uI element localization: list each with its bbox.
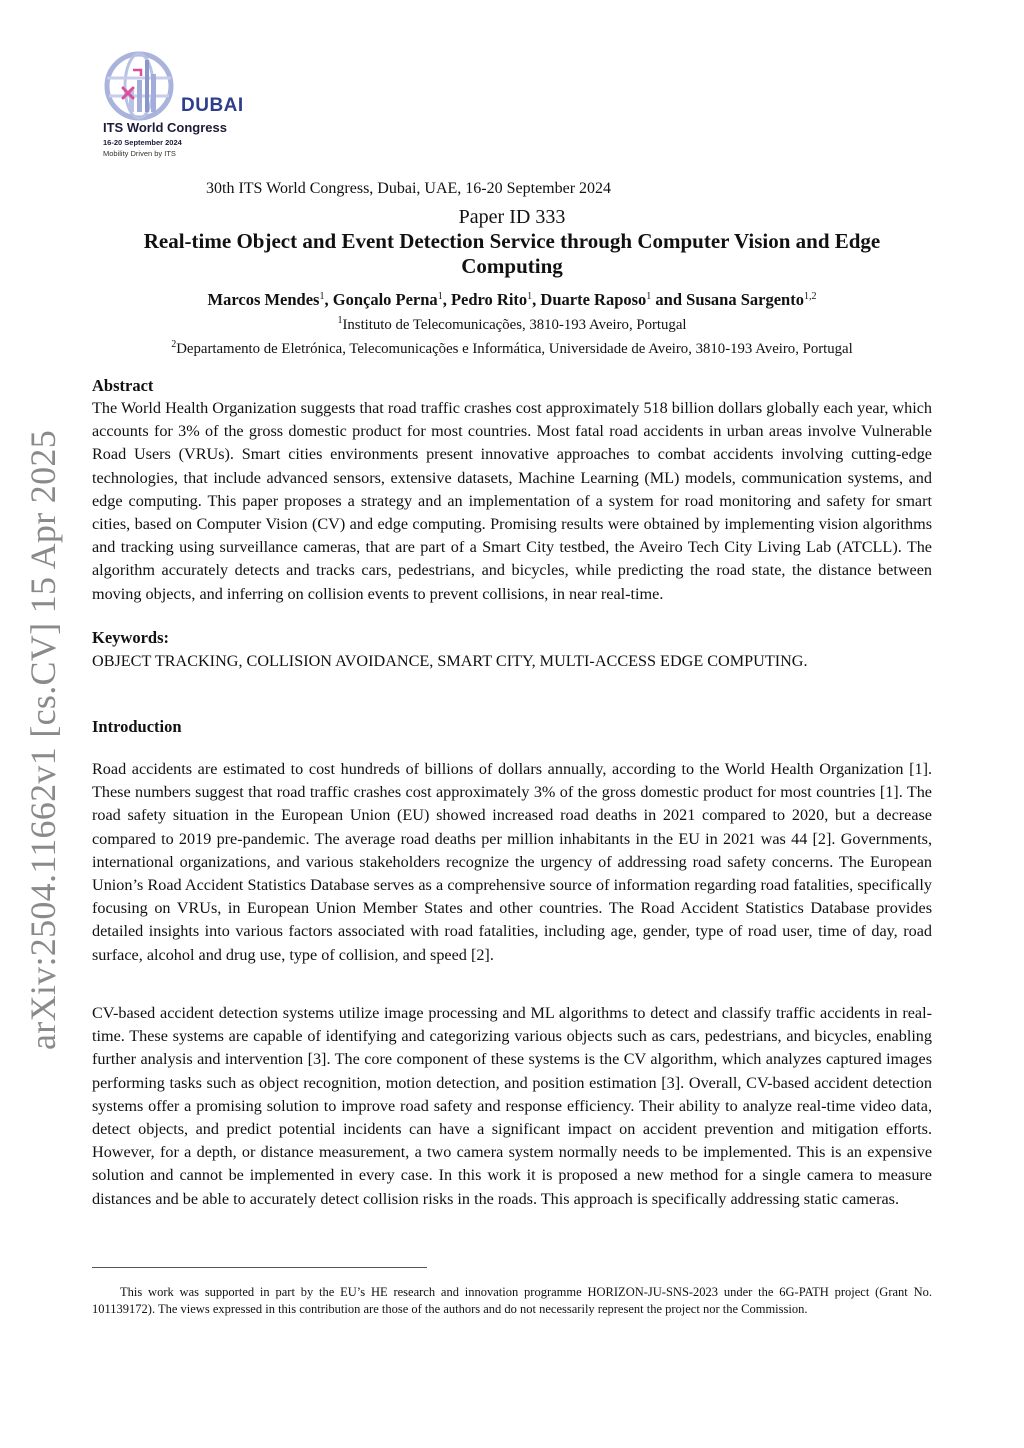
- abstract-body: The World Health Organization suggests that road traffic crashes cost approximately 518 billion dollars globally each year, which accounts for 3% of the gross domestic product for most countries. Most fatal road accidents in urban areas involve Vulnerable Road Users (VRUs). Smart cities environments present innovative approaches to combat accidents involving cutting-edge technologies, that include advanced sensors, extensive datasets, Machine Learning (ML) models, communication systems, and edge computing. This paper proposes a strategy and an implementation of a system for road monitoring and safety for smart cities, based on Computer Vision (CV) and edge computing. Promising results were obtained by implementing vision algorithms and tracking using surveillance cameras, that are part of a Smart City testbed, the Aveiro Tech City Living Lab (ATCLL). The algorithm accurately detects and tracks cars, pedestrians, and bicycles, while predicting the road state, the distance between moving objects, and inferring on collision events to prevent collisions, in near real-time.: [92, 399, 932, 603]
- author-name: Pedro Rito: [450, 290, 528, 309]
- affiliation-number: 1: [337, 315, 343, 326]
- affiliation-1: [0, 317, 1024, 334]
- congress-logo: [103, 50, 273, 162]
- conference-line: 30th ITS World Congress, Dubai, UAE, 16-20 September 2024: [206, 180, 612, 197]
- author-list: [0, 290, 1024, 310]
- author-name: Susana Sargento: [686, 290, 804, 309]
- author-separator: ,: [442, 290, 451, 309]
- author-name: Gonçalo Perna: [332, 290, 438, 309]
- author-name: Marcos Mendes: [207, 290, 320, 309]
- logo-event: ITS World Congress: [103, 120, 227, 135]
- logo-city: DUBAI: [181, 95, 244, 116]
- logo-tagline: Mobility Driven by ITS: [103, 149, 176, 158]
- author-affiliation-mark: 1: [319, 291, 325, 302]
- introduction-heading: Introduction: [92, 717, 182, 736]
- logo-dates: 16-20 September 2024: [103, 138, 182, 147]
- affiliation-number: 2: [171, 339, 177, 350]
- funding-footnote: This work was supported in part by the EU’s HE research and innovation programme HORIZON-JU-SNS-2023 under the 6G-PATH project (Grant No. 101139172). The views expressed in this contribution are those of the authors and do not necessarily represent the project nor the Commission.: [92, 1284, 932, 1316]
- paper-id: Paper ID 333: [458, 206, 566, 228]
- paper-title: Real-time Object and Event Detection Service through Computer Vision and Edge Computing: [143, 229, 881, 278]
- author-affiliation-mark: 1,2: [803, 291, 817, 302]
- arxiv-stamp: arXiv:2504.11662v1 [cs.CV] 15 Apr 2025: [23, 429, 63, 1050]
- globe-logo-icon: [103, 50, 183, 122]
- author-affiliation-mark: 1: [437, 291, 443, 302]
- author-affiliation-mark: 1: [527, 291, 533, 302]
- affiliation-text: Instituto de Telecomunicações, 3810-193 Aveiro, Portugal: [342, 317, 687, 333]
- author-separator: ,: [532, 290, 541, 309]
- author-name: Duarte Raposo: [540, 290, 647, 309]
- author-affiliation-mark: 1: [646, 291, 652, 302]
- author-separator: ,: [324, 290, 333, 309]
- introduction-paragraph: Road accidents are estimated to cost hundreds of billions of dollars annually, according to the World Health Organization [1]. These numbers suggest that road traffic crashes cost approximately 3% of the gross domestic product for most countries [1]. The road safety situation in the European Union (EU) showed increased road deaths in 2021 compared to 2020, but a decrease compared to 2019 pre-pandemic. The average road deaths per million inhabitants in the EU in 2021 was 44 [2]. Governments, international organizations, and various stakeholders recognize the urgency of addressing road safety concerns. The European Union’s Road Accident Statistics Database serves as a comprehensive source of information regarding road fatalities, specifically focusing on VRUs, in European Union Member States and other countries. The Road Accident Statistics Database provides detailed insights into various factors associated with road fatalities, including age, gender, type of road user, time of day, road surface, alcohol and drug use, type of collision, and speed [2].: [92, 760, 932, 964]
- keywords-body: OBJECT TRACKING, COLLISION AVOIDANCE, SMART CITY, MULTI-ACCESS EDGE COMPUTING.: [92, 652, 808, 670]
- introduction-paragraph: CV-based accident detection systems utilize image processing and ML algorithms to detect and classify traffic accidents in real-time. These systems are capable of identifying and categorizing various objects such as cars, pedestrians, and bicycles, enabling further analysis and intervention [3]. The core component of these systems is the CV algorithm, which analyzes captured images performing tasks such as object recognition, motion detection, and position estimation [3]. Overall, CV-based accident detection systems offer a promising solution to improve road safety and response efficiency. Their ability to analyze real-time video data, detect objects, and predict potential incidents can have a significant impact on accident prevention and mitigation efforts. However, for a depth, or distance measurement, a two camera system normally needs to be implemented. This is an expensive solution and cannot be implemented in every case. In this work it is proposed a new method for a single camera to measure distances and be able to accurately detect collision risks in the roads. This approach is specifically addressing static cameras.: [92, 1004, 932, 1208]
- footnote-divider: [92, 1267, 427, 1268]
- keywords-heading: Keywords:: [92, 628, 169, 647]
- affiliation-text: Departamento de Eletrónica, Telecomunicações e Informática, Universidade de Aveiro, 3810-193 Aveiro, Portugal: [176, 341, 853, 357]
- abstract-heading: Abstract: [92, 376, 154, 395]
- affiliation-2: [0, 341, 1024, 358]
- author-separator: and: [651, 290, 687, 309]
